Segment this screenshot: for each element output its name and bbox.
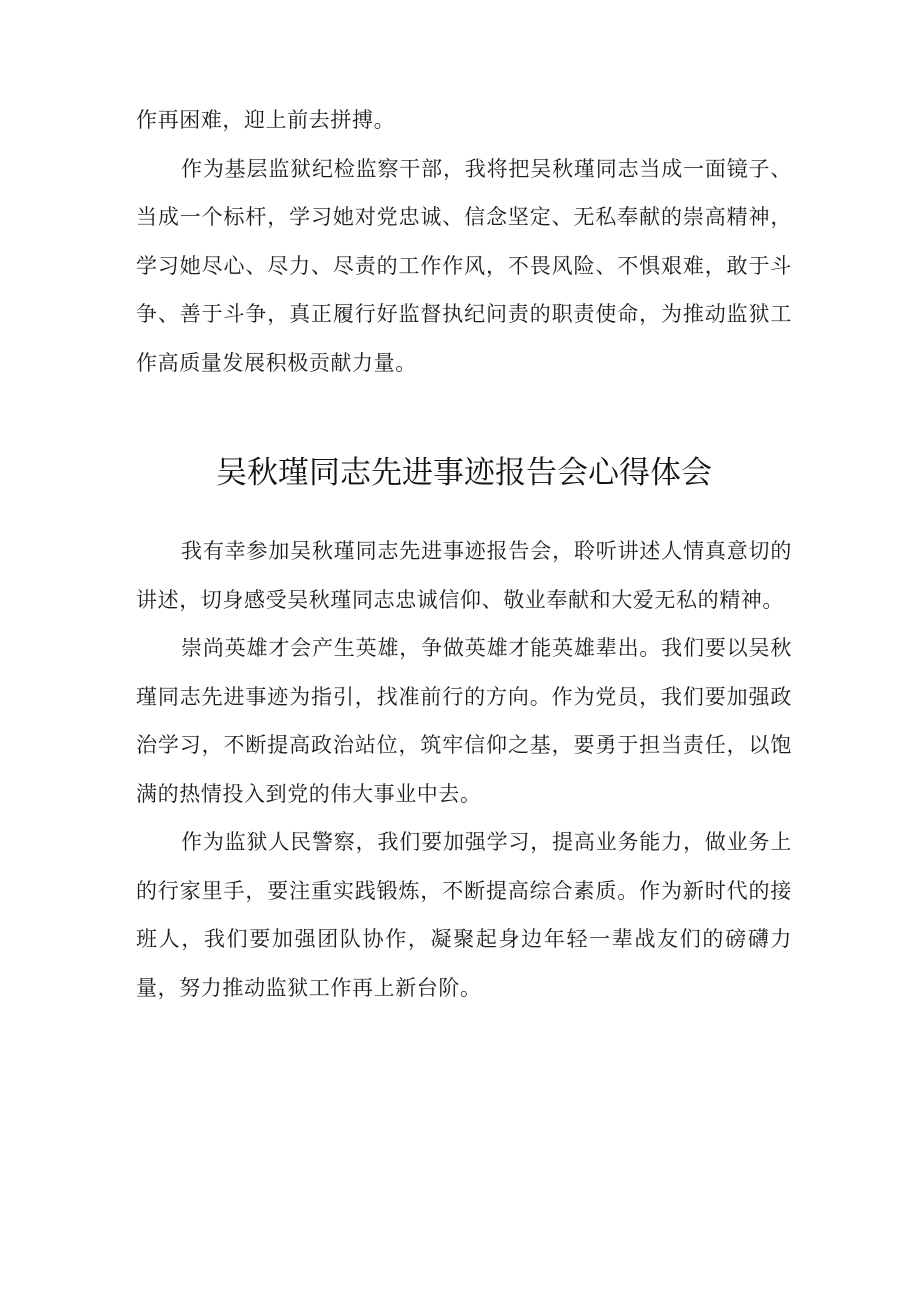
paragraph: 作为监狱人民警察，我们要加强学习，提高业务能力，做业务上的行家里手，要注重实践锻炼，不断提高综合素质。作为新时代的接班人，我们要加强团队协作，凝聚起身边年轻一辈战友们的磅礴力量，努力推动监狱工作再上新台阶。 bbox=[136, 830, 792, 1000]
paragraph-continued: 作再困难，迎上前去拼搏。 bbox=[136, 108, 396, 132]
paragraph: 作为基层监狱纪检监察干部，我将把吴秋瑾同志当成一面镜子、当成一个标杆，学习她对党忠诚、信念坚定、无私奉献的崇高精神，学习她尽心、尽力、尽责的工作作风，不畏风险、不惧艰难，敢于斗争、善于斗争，真正履行好监督执纪问责的职责使命，为推动监狱工作高质量发展积极贡献力量。 bbox=[136, 156, 792, 375]
section-title: 吴秋瑾同志先进事迹报告会心得体会 bbox=[216, 455, 712, 491]
document-body bbox=[136, 96, 792, 1012]
paragraph: 崇尚英雄才会产生英雄，争做英雄才能英雄辈出。我们要以吴秋瑾同志先进事迹为指引，找准前行的方向。作为党员，我们要加强政治学习，不断提高政治站位，筑牢信仰之基，要勇于担当责任，以饱满的热情投入到党的伟大事业中去。 bbox=[136, 636, 792, 806]
paragraph: 我有幸参加吴秋瑾同志先进事迹报告会，聆听讲述人情真意切的讲述，切身感受吴秋瑾同志忠诚信仰、敬业奉献和大爱无私的精神。 bbox=[136, 539, 792, 612]
